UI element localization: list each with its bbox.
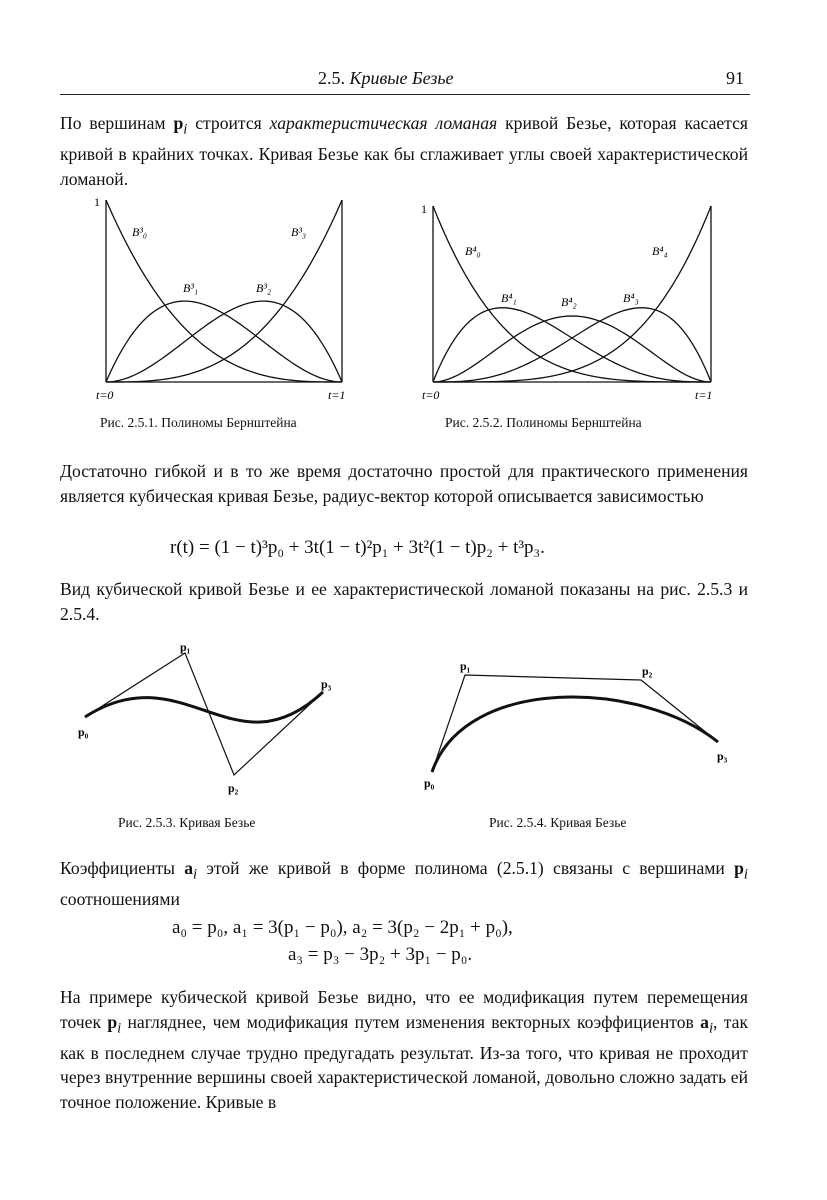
t-start-label: t=0 [96, 388, 114, 402]
curve-label-b41: B⁴₁ [501, 291, 517, 305]
curve-label-b32: B³₂ [256, 281, 272, 295]
section-heading: 2.5. Кривые Безье [318, 68, 454, 88]
page-number: 91 [726, 68, 744, 88]
point-label-p2: p₂ [642, 664, 653, 678]
point-label-p1: p₁ [460, 659, 471, 673]
bernstein-curves-n4 [433, 206, 711, 382]
t-start-label: t=0 [422, 388, 440, 402]
formula-coefficients-line1: a₀ = p₀, a₁ = 3(p₁ − p₀), a₂ = 3(p₂ − 2p₁ + p₀), [172, 917, 513, 938]
figure-bezier-curve-2 [415, 650, 745, 800]
point-label-p0: p₀ [424, 776, 435, 790]
point-label-p3: p₃ [321, 677, 332, 691]
curve-label-b40: B⁴₀ [465, 244, 481, 258]
paragraph-modification: На примере кубической кривой Безье видно, что ее модификация путем перемещения точек $p_i$ нагляднее, чем модификация путем изменения векторных коэффициентов $a_i$, так как в последнем случае трудно предугадать результат. Из-за того, что кривая не проходит через внутренние вершины своей характеристической ломаной, довольно сложно задать ей точное положение. Кривые в [60, 987, 748, 1112]
caption-fig-2-5-1: Рис. 2.5.1. Полиномы Бернштейна [100, 415, 297, 430]
bernstein-curve-4-0 [433, 206, 711, 382]
point-label-p0: p₀ [78, 725, 89, 739]
y-max-label: 1 [94, 195, 100, 209]
point-label-p2: p₂ [228, 781, 239, 795]
bernstein-curve-3-2 [106, 301, 342, 382]
formula-coefficients-line2: a₃ = p₃ − 3p₂ + 3p₁ − p₀. [288, 944, 473, 965]
curve-label-b42: B⁴₂ [561, 295, 577, 309]
bezier-curve [85, 692, 323, 722]
point-label-p3: p₃ [717, 749, 728, 763]
y-max-label: 1 [421, 202, 427, 216]
running-header [60, 68, 750, 95]
figure-bernstein-quartic [419, 192, 719, 406]
curve-label-b44: B⁴₄ [652, 244, 668, 258]
point-label-p1: p₁ [180, 640, 191, 654]
paragraph-cubic-intro: Достаточно гибкой и в то же время достаточно простой для практического применения является кубическая кривая Безье, радиус-вектор которой описывается зависимостью [60, 461, 748, 506]
curve-label-b31: B³₁ [183, 281, 199, 295]
bernstein-curve-4-2 [433, 316, 711, 382]
caption-fig-2-5-3: Рис. 2.5.3. Кривая Безье [118, 815, 256, 830]
curve-label-b33: B³₃ [291, 225, 307, 239]
bezier-curve [432, 697, 718, 772]
formula-bezier-cubic: r(t) = (1 − t)³p₀ + 3t(1 − t)²p₁ + 3t²(1 − t)p₂ + t³p₃. [170, 537, 545, 558]
t-end-label: t=1 [695, 388, 713, 402]
curve-label-b30: B³₀ [132, 225, 148, 239]
bernstein-curve-4-4 [433, 206, 711, 382]
figure-bezier-curve-1 [70, 635, 350, 805]
paragraph-figure-ref: Вид кубической кривой Безье и ее характеристической ломаной показаны на рис. 2.5.3 и 2.5.4. [60, 579, 748, 624]
control-polygon [85, 653, 323, 775]
caption-fig-2-5-2: Рис. 2.5.2. Полиномы Бернштейна [445, 415, 642, 430]
curve-label-b43: B⁴₃ [623, 291, 639, 305]
figure-bernstein-cubic [92, 192, 354, 406]
control-polygon [432, 675, 718, 772]
paragraph-intro: По вершинам $p_i$ строится характеристическая ломаная кривой Безье, которая касается кривой в крайних точках. Кривая Безье как бы сглаживает углы своей характеристической ломаной. [60, 113, 748, 189]
paragraph-coefficients: Коэффициенты $a_i$ этой же кривой в форме полинома (2.5.1) связаны с вершинами $p_i$ соотношениями [60, 858, 748, 910]
t-end-label: t=1 [328, 388, 346, 402]
caption-fig-2-5-4: Рис. 2.5.4. Кривая Безье [489, 815, 627, 830]
